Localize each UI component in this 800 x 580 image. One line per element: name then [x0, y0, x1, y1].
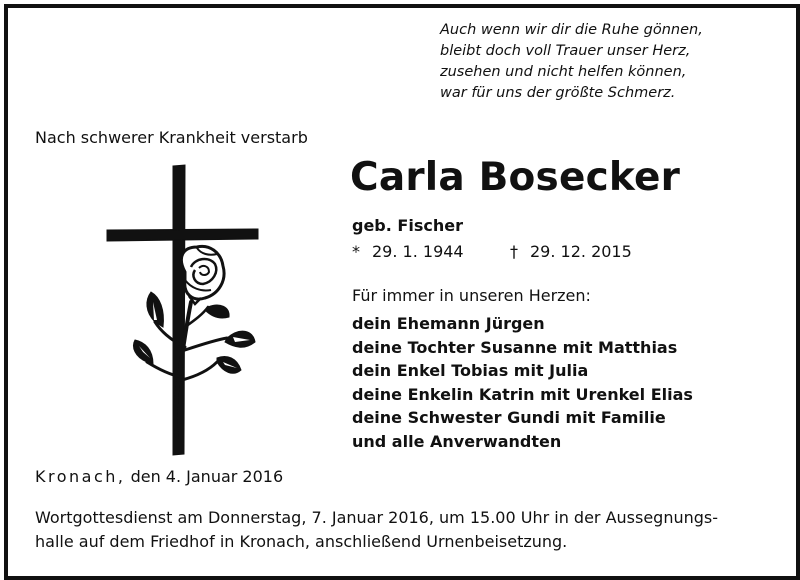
mourner-line: dein Ehemann Jürgen: [352, 314, 545, 333]
mourner-line: deine Tochter Susanne mit Matthias: [352, 337, 678, 357]
death-date: 29. 12. 2015: [530, 242, 632, 261]
death-group: [510, 242, 632, 261]
date-line: den 4. Januar 2016: [130, 467, 284, 486]
poem: [440, 20, 770, 104]
mourner-line: deine Enkelin Katrin mit Urenkel Elias: [352, 384, 693, 404]
place: Kronach,: [35, 467, 126, 486]
poem-line: Auch wenn wir dir die Ruhe gönnen,: [440, 22, 703, 38]
birth-symbol: *: [352, 242, 360, 261]
mourners-list: [352, 312, 693, 453]
life-dates: [352, 242, 632, 261]
place-date: [35, 467, 283, 486]
service-line: halle auf dem Friedhof in Kronach, anschließend Urnenbeisetzung.: [35, 532, 568, 551]
mourner-line: und alle Anverwandten: [352, 431, 562, 451]
poem-line: bleibt doch voll Trauer unser Herz,: [440, 43, 691, 59]
poem-line: zusehen und nicht helfen können,: [440, 64, 687, 80]
cross-with-rose-icon: [105, 162, 260, 457]
service-info: [35, 506, 770, 554]
death-symbol: †: [510, 242, 518, 261]
birth-date: 29. 1. 1944: [372, 242, 464, 261]
mourner-line: dein Enkel Tobias mit Julia: [352, 361, 589, 380]
intro-text: Nach schwerer Krankheit verstarb: [35, 128, 308, 147]
mourner-line: deine Schwester Gundi mit Familie: [352, 408, 666, 427]
service-line: Wortgottesdienst am Donnerstag, 7. Januar 2016, um 15.00 Uhr in der Aussegnungs-: [35, 508, 719, 527]
tagline: Für immer in unseren Herzen:: [352, 286, 591, 305]
deceased-name: Carla Bosecker: [350, 155, 681, 200]
poem-line: war für uns der größte Schmerz.: [440, 85, 676, 101]
maiden-name: geb. Fischer: [352, 216, 463, 235]
